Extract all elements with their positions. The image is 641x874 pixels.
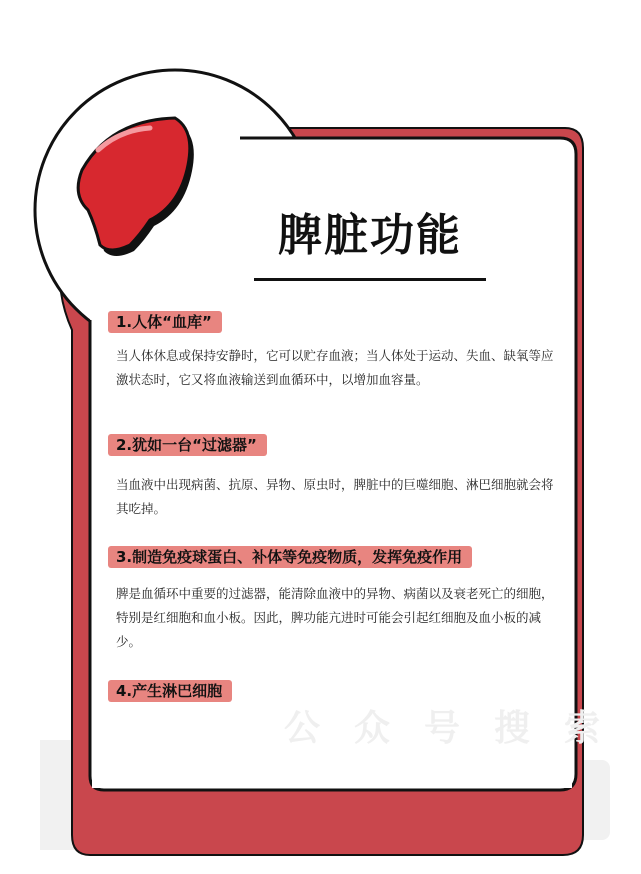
section-3-body: 脾是血循环中重要的过滤器，能清除血液中的异物、病菌以及衰老死亡的细胞，特别是红细胞和血小板。因此，脾功能亢进时可能会引起红细胞及血小板的减少。: [116, 586, 554, 649]
watermark-text: 公众号搜索: [284, 708, 635, 749]
title-underline: [254, 278, 486, 281]
section-4-heading: 4.产生淋巴细胞: [108, 680, 232, 702]
page-title: 脾脏功能: [278, 210, 462, 261]
section-1-body: 当人体休息或保持安静时，它可以贮存血液；当人体处于运动、失血、缺氧等应激状态时，它又将血液输送到血循环中，以增加血容量。: [116, 348, 554, 387]
section-2-body: 当血液中出现病菌、抗原、异物、原虫时，脾脏中的巨噬细胞、淋巴细胞就会将其吃掉。: [116, 477, 554, 516]
section-3-heading: 3.制造免疫球蛋白、补体等免疫物质，发挥免疫作用: [108, 546, 472, 568]
section-1-heading: 1.人体“血库”: [108, 311, 222, 333]
section-2-heading: 2.犹如一台“过滤器”: [108, 434, 267, 456]
